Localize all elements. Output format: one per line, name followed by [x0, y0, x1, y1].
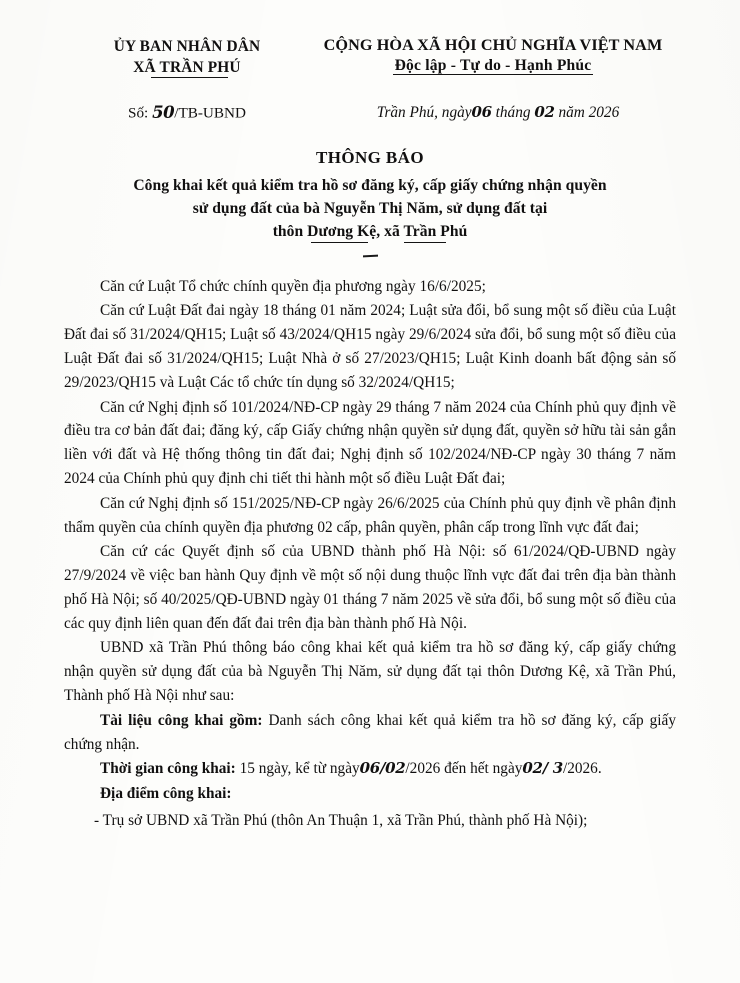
document-meta-row	[64, 103, 676, 123]
document-subject-line3: thôn Dương Kệ, xã Trần Phú	[272, 222, 468, 240]
underline-rule	[151, 77, 227, 78]
title-separator-dash	[363, 255, 378, 258]
issuing-authority-block	[64, 34, 310, 79]
disclosure-documents-paragraph	[64, 709, 676, 757]
document-content	[64, 34, 676, 834]
document-subject-line2: sử dụng đất của bà Nguyễn Thị Năm, sử dụng đất tại	[192, 199, 548, 217]
national-motto: Độc lập - Tự do - Hạnh Phúc	[394, 57, 592, 75]
national-motto-wrapper	[395, 57, 592, 75]
letterhead	[64, 34, 676, 79]
document-number	[64, 103, 310, 123]
place-date-prefix: Trần Phú, ngày	[376, 103, 472, 121]
place-and-date	[310, 103, 676, 122]
disclosure-documents-text: Danh sách công khai kết quả kiểm tra hồ sơ đăng ký, cấp giấy chứng nhận.	[64, 711, 676, 753]
issuing-authority-line2: XÃ TRẦN PHÚ	[133, 59, 241, 77]
document-subject-line1: Công khai kết quả kiểm tra hồ sơ đăng ký, cấp giấy chứng nhận quyền	[133, 177, 607, 194]
disclosure-location-label: Địa điểm công khai:	[100, 785, 232, 803]
document-body	[64, 275, 676, 833]
disclosure-period-text-c: /2026.	[562, 760, 602, 778]
national-heading-block	[310, 34, 676, 75]
legal-basis-paragraph-4: Căn cứ Nghị định số 151/2025/NĐ-CP ngày 26/6/2025 của Chính phủ quy định về phân định thẩm quyền của chính quyền địa phương 02 cấp, phân quyền, phân cấp trong lĩnh vực đất đai;	[64, 494, 676, 536]
date-month-label: tháng	[495, 103, 531, 121]
date-year: 2026	[588, 103, 620, 121]
disclosure-location-item: - Trụ sở UBND xã Trần Phú (thôn An Thuận 1, xã Trần Phú, thành phố Hà Nội);	[94, 811, 588, 829]
disclosure-start-date-handwritten: 06/02	[359, 759, 406, 778]
disclosure-period-paragraph	[64, 757, 676, 781]
document-type-heading: THÔNG BÁO	[316, 148, 424, 167]
legal-basis-paragraph-1: Căn cứ Luật Tổ chức chính quyền địa phương ngày 16/6/2025;	[100, 277, 486, 295]
document-number-suffix: /TB-UBND	[174, 104, 246, 121]
disclosure-period-text-b: /2026 đến hết ngày	[405, 760, 523, 778]
legal-basis-paragraph-5: Căn cứ các Quyết định số của UBND thành phố Hà Nội: số 61/2024/QĐ-UBND ngày 27/9/2024 về việc ban hành Quy định về một số nội dung thuộc lĩnh vực đất đai trên địa bàn thành phố Hà Nội; số 40/2025/QĐ-UBND ngày 01 tháng 7 năm 2025 về sửa đổi, bổ sung một số điều của các quy định liên quan đến đất đai trên địa bàn thành phố Hà Nội.	[64, 543, 676, 632]
date-month-handwritten: 02	[534, 102, 555, 121]
issuing-authority-line1: ỦY BAN NHÂN DÂN	[113, 38, 261, 55]
document-subject-line3-wrapper	[273, 221, 468, 244]
legal-basis-paragraph-2: Căn cứ Luật Đất đai ngày 18 tháng 01 năm 2024; Luật sửa đổi, bổ sung một số điều của Luật Đất đai số 31/2024/QH15; Luật số 43/2024/QH15 ngày 29/6/2024 sửa đổi, bổ sung một số điều của Luật Đất đai số 31/2024/QH15; Luật Nhà ở số 27/2023/QH15; Luật Kinh doanh bất động sản số 29/2023/QH15 và Luật Các tổ chức tín dụng số 32/2024/QH15;	[64, 302, 676, 391]
announcement-paragraph: UBND xã Trần Phú thông báo công khai kết quả kiểm tra hồ sơ đăng ký, cấp giấy chứng nhận quyền sử dụng đất của bà Nguyễn Thị Năm, sử dụng đất tại thôn Dương Kệ, xã Trần Phú, Thành phố Hà Nội như sau:	[64, 639, 676, 704]
document-number-prefix: Số:	[128, 104, 149, 121]
disclosure-documents-label: Tài liệu công khai gồm:	[100, 711, 263, 729]
disclosure-end-date-handwritten: 02/ 3	[522, 759, 563, 778]
title-block	[64, 148, 676, 258]
disclosure-location-heading	[64, 782, 676, 806]
underline-rule	[393, 74, 594, 75]
underline-rule	[311, 242, 368, 243]
disclosure-period-label: Thời gian công khai:	[100, 760, 236, 778]
date-day-handwritten: 06	[471, 102, 492, 121]
date-year-label: năm	[558, 103, 585, 121]
issuing-authority-line2-wrapper	[133, 57, 240, 78]
document-subject	[64, 175, 676, 243]
legal-basis-paragraph-3: Căn cứ Nghị định số 101/2024/NĐ-CP ngày 29 tháng 7 năm 2024 của Chính phủ quy định về điều tra cơ bản đất đai; đăng ký, cấp Giấy chứng nhận quyền sử dụng đất, quyền sở hữu tài sản gắn liền với đất và Hệ thống thông tin đất đai; Nghị định số 102/2024/NĐ-CP ngày 30 tháng 7 năm 2024 của Chính phủ quy định chi tiết thi hành một số điều Luật Đất đai;	[64, 398, 676, 487]
disclosure-period-text-a: 15 ngày, kể từ ngày	[235, 760, 360, 778]
national-name: CỘNG HÒA XÃ HỘI CHỦ NGHĨA VIỆT NAM	[323, 36, 663, 54]
underline-rule	[404, 242, 446, 243]
document-number-value-handwritten: 50	[152, 102, 175, 122]
